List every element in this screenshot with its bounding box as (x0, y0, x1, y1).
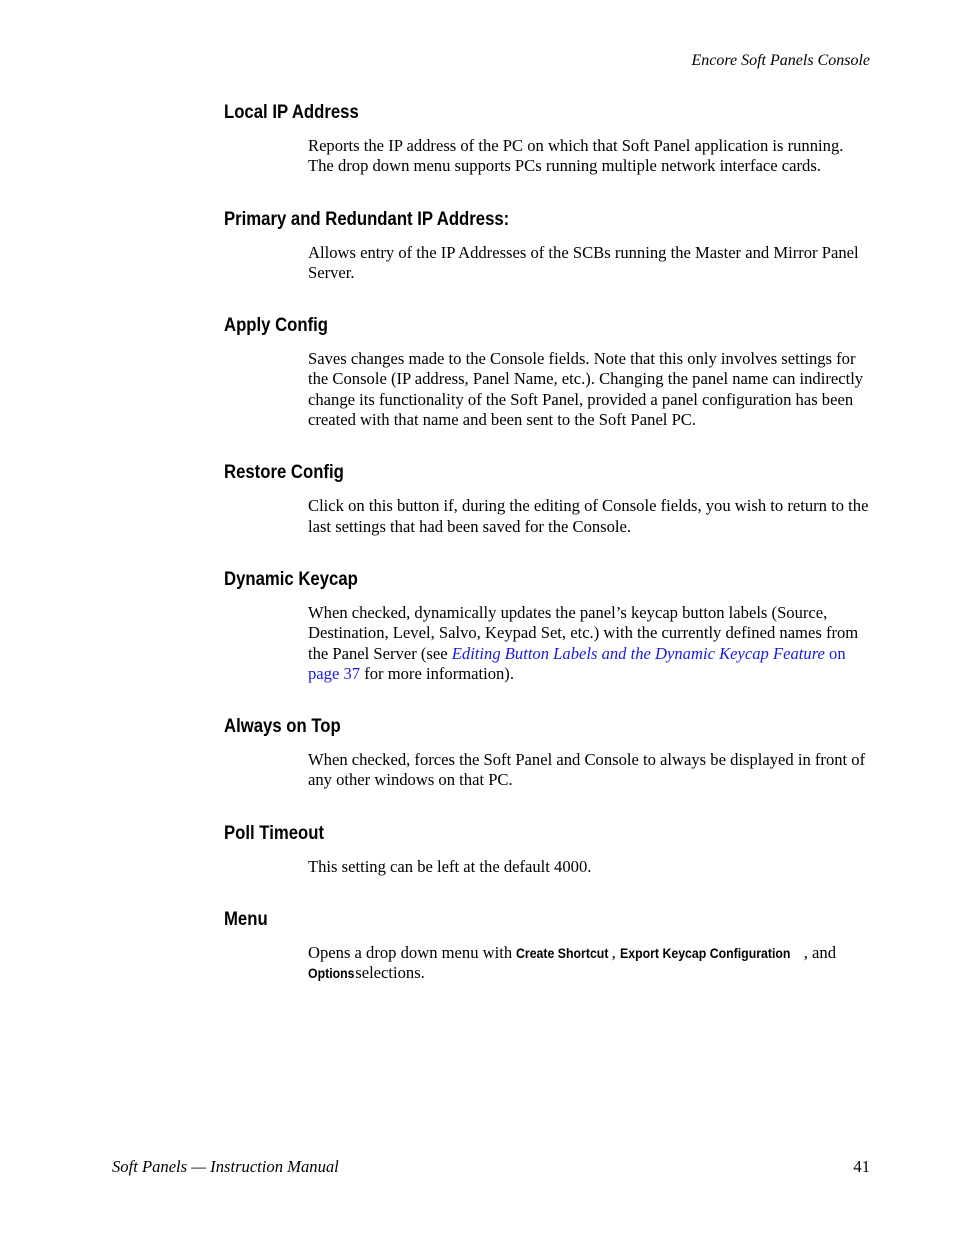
paragraph-text: , (611, 943, 620, 963)
paragraph-text: for more information). (360, 663, 514, 683)
menu-term-export-keycap: Export Keycap Configuration (619, 945, 791, 962)
menu-term-create-shortcut: Create Shortcut (516, 945, 609, 962)
section-paragraph: Allows entry of the IP Addresses of the SCBs running the Master and Mirror Panel Server. (308, 242, 859, 282)
section-heading: Local IP Address (224, 102, 359, 123)
section-primary-redundant-ip (0, 207, 954, 284)
section-apply-config (0, 313, 954, 430)
section-heading: Dynamic Keycap (224, 568, 358, 590)
section-dynamic-keycap (0, 567, 954, 684)
link-page[interactable]: on page 37 (308, 643, 846, 683)
section-paragraph (0, 603, 873, 684)
section-always-on-top (0, 714, 954, 791)
menu-term-options: Options (308, 965, 355, 982)
section-paragraph: When checked, forces the Soft Panel and Console to always be displayed in front of any other windows on that PC. (308, 750, 866, 790)
section-menu (0, 907, 954, 984)
section-restore-config (0, 460, 954, 537)
paragraph-text: selections. (351, 963, 425, 983)
section-heading: Always on Top (224, 716, 341, 738)
page-content (0, 100, 954, 1014)
section-heading: Primary and Redundant IP Address: (224, 208, 510, 230)
link-title[interactable]: Editing Button Labels and the Dynamic Keycap Feature (451, 643, 825, 663)
section-paragraph: Reports the IP address of the PC on which that Soft Panel application is running. The drop down menu supports PCs running multiple network interface cards. (308, 136, 844, 176)
paragraph-text: , and (803, 943, 837, 963)
footer-manual-title: Soft Panels — Instruction Manual (112, 1157, 339, 1176)
paragraph-text: When checked, dynamically updates the panel’s keycap button labels (Source, Destination, Level, Salvo, Keypad Set, etc.) with the currently defined names from the Panel Server (see (308, 602, 859, 663)
section-heading: Poll Timeout (224, 822, 325, 844)
section-heading: Apply Config (224, 315, 329, 337)
section-paragraph: Click on this button if, during the editing of Console fields, you wish to return to the last settings that had been saved for the Console. (308, 496, 869, 536)
section-poll-timeout (0, 821, 954, 877)
section-heading: Restore Config (224, 462, 344, 484)
section-paragraph: Saves changes made to the Console fields. Note that this only involves settings for the Console (IP address, Panel Name, etc.). Changing the panel name can indirectly change its functionality of the Soft Panel, provided a panel configuration has been created with that name and been sent to the Soft Panel PC. (308, 349, 864, 430)
section-heading: Menu (224, 909, 268, 931)
running-header: Encore Soft Panels Console (691, 52, 870, 69)
section-local-ip-address (0, 100, 954, 177)
section-paragraph: This setting can be left at the default 4000. (308, 856, 592, 876)
paragraph-text: Opens a drop down menu with (308, 943, 517, 963)
page-number: 41 (853, 1157, 870, 1176)
section-paragraph (0, 943, 873, 984)
